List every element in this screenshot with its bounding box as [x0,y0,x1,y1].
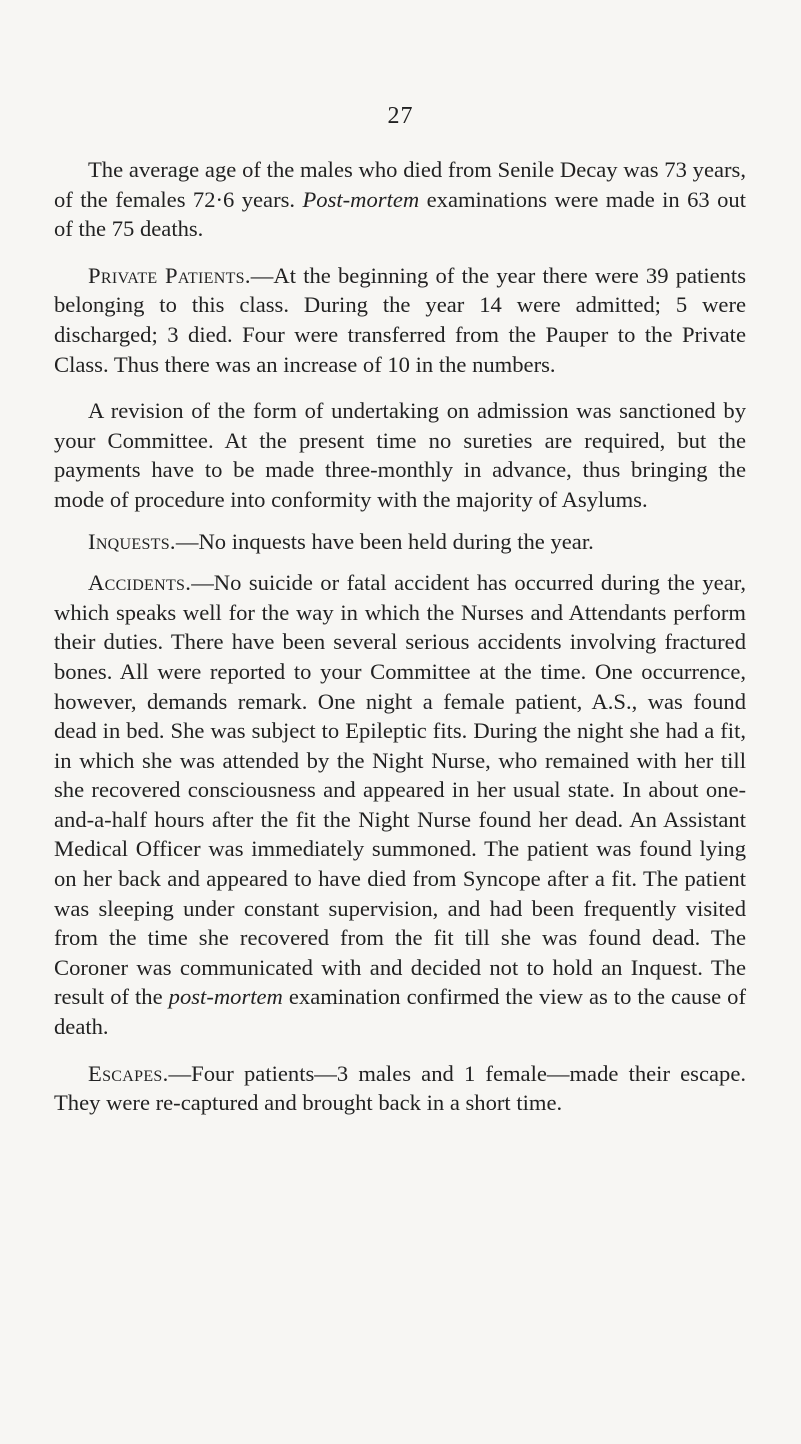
private-patients-text: —At the beginning of the year there were 39 patients belonging to this class. During the year 14 were admitted; 5 were discharged; 3 died. Four were transferred from the Pauper to the Private Class. Thus there was an increase of 10 in the numbers. [54,262,746,377]
escapes-heading: Escapes. [88,1060,169,1086]
page-number: 27 [387,103,414,129]
paragraph-private-patients [54,261,746,379]
inquests-text: —No inquests have been held during the year. [175,528,594,554]
accidents-text-2: examination confirmed the view as to the cause of death. [54,984,746,1040]
accidents-text-1: —No suicide or fatal accident has occurred during the year, which speaks well for the way in which the Nurses and Attendants perform their duties. There have been several serious accidents involving fractured bones. All were reported to your Committee at the time. One occurrence, however, demands remark. One night a female patient, A.S., was found dead in bed. She was subject to Epileptic fits. During the night she had a fit, in which she was attended by the Night Nurse, who remained with her till she recovered consciousness and appeared in her usual state. In about one-and-a-half hours after the fit the Night Nurse found her dead. An Assistant Medical Officer was immediately summoned. The patient was found lying on her back and appeared to have died from Syncope after a fit. The patient was sleeping under constant supervision, and had been frequently visited from the time she recovered from the fit till she was found dead. The Coroner was communicated with and decided not to hold an Inquest. The result of the [54,570,746,1010]
accidents-italic: post-mortem [168,984,283,1010]
paragraph-accidents [54,568,746,1042]
paragraph-revision [54,396,746,514]
body-text [54,155,746,1135]
senile-decay-italic: Post-mortem [302,186,420,212]
escapes-text: —Four patients—3 males and 1 female—made their escape. They were re-captured and brought back in a short time. [54,1060,746,1116]
paragraph-senile-decay [54,155,746,244]
revision-text: A revision of the form of undertaking on admission was sanctioned by your Committee. At the present time no sureties are required, but the payments have to be made three-monthly in advance, thus bringing the mode of procedure into conformity with the majority of Asylums. [54,398,746,512]
senile-decay-text-2: examinations were made in 63 out of the 75 deaths. [54,186,746,242]
senile-decay-text-1: The average age of the males who died from Senile Decay was 73 years, of the females 72·6 years. [54,157,746,212]
accidents-heading: Accidents. [88,570,192,596]
private-patients-heading: Private Patients. [88,262,251,288]
paragraph-inquests [54,527,746,557]
paragraph-escapes [54,1059,746,1118]
inquests-heading: Inquests. [88,528,176,554]
